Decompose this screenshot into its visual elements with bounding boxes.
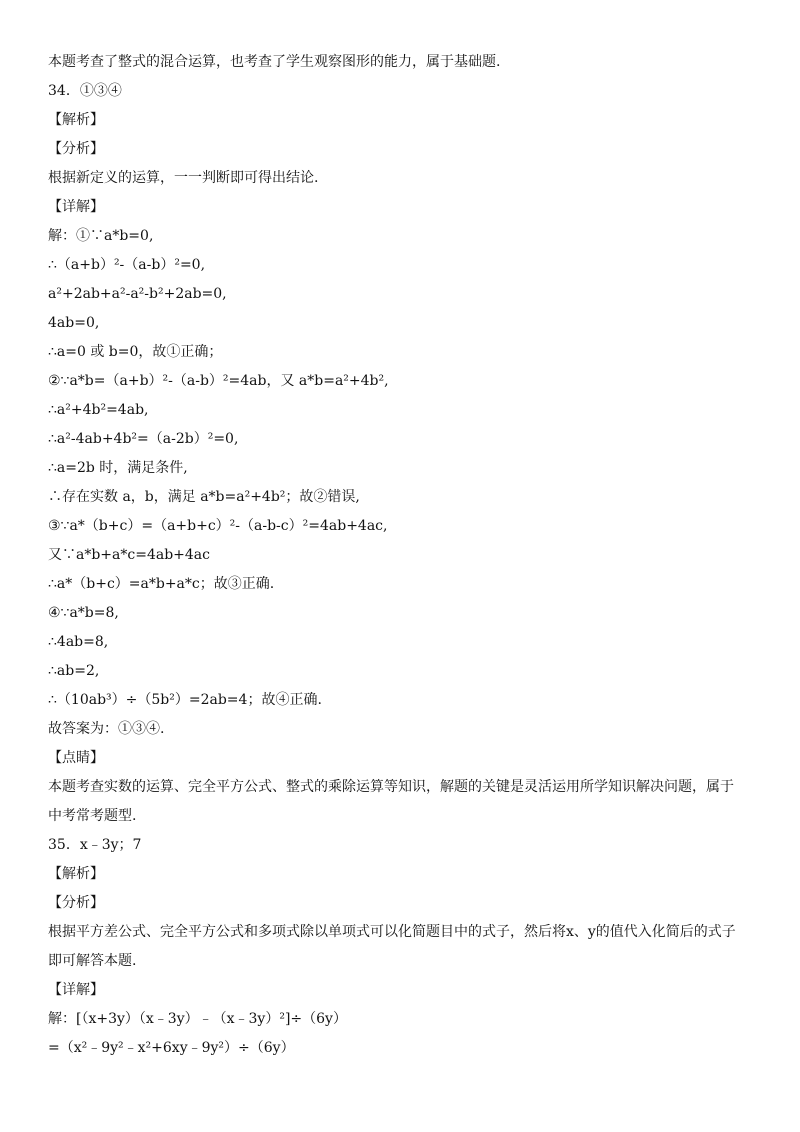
math-line: ∴（10ab³）÷（5b²）=2ab=4；故④正确.	[48, 692, 322, 708]
text-line: 本题考查实数的运算、完全平方公式、整式的乘除运算等知识，解题的关键是灵活运用所学知识解决问题，属于	[48, 779, 734, 795]
math-line: ∴ab=2,	[48, 663, 100, 679]
math-line: ∴a²+4b²=4ab,	[48, 402, 149, 418]
math-line: ∴a²-4ab+4b²=（a-2b）²=0,	[48, 431, 239, 447]
text-line: 中考常考题型.	[48, 808, 137, 824]
section-heading: 【解析】	[48, 866, 104, 882]
math-line: ∴a*（b+c）=a*b+a*c；故③正确.	[48, 576, 275, 592]
math-line: 又∵a*b+a*c=4ab+4ac	[48, 547, 210, 563]
math-line: ②∵a*b=（a+b）²-（a-b）²=4ab，又 a*b=a²+4b²,	[48, 373, 389, 389]
math-line: ∴（a+b）²-（a-b）²=0,	[48, 257, 206, 273]
math-line: a²+2ab+a²-a²-b²+2ab=0,	[48, 286, 227, 302]
math-line: ∴a=2b 时，满足条件,	[48, 460, 188, 476]
section-heading: 【分析】	[48, 895, 104, 911]
math-line: ③∵a*（b+c）=（a+b+c）²-（a-b-c）²=4ab+4ac,	[48, 518, 388, 534]
math-line: 解：[（x+3y）（x﹣3y）﹣（x﹣3y）²]÷（6y）	[48, 1011, 347, 1027]
text-line: 本题考查了整式的混合运算，也考查了学生观察图形的能力，属于基础题.	[48, 54, 501, 70]
math-line: ∴4ab=8,	[48, 634, 109, 650]
section-heading: 【点睛】	[48, 750, 104, 766]
math-line: ④∵a*b=8,	[48, 605, 119, 621]
math-line: ∴a=0 或 b=0，故①正确；	[48, 344, 223, 360]
text-line: 即可解答本题.	[48, 953, 137, 969]
math-line: =（x²﹣9y²﹣x²+6xy﹣9y²）÷（6y）	[48, 1040, 295, 1056]
text-line: 根据新定义的运算，一一判断即可得出结论.	[48, 170, 319, 186]
section-heading: 【详解】	[48, 199, 104, 215]
section-heading: 【分析】	[48, 141, 104, 157]
math-line: 4ab=0,	[48, 315, 100, 331]
section-heading: 【解析】	[48, 112, 104, 128]
answer-line: 故答案为：①③④.	[48, 721, 165, 737]
math-line: ∴存在实数 a，b，满足 a*b=a²+4b²；故②错误,	[48, 489, 360, 505]
question-number: 35．x﹣3y；7	[48, 837, 142, 853]
text-line: 根据平方差公式、完全平方公式和多项式除以单项式可以化简题目中的式子，然后将x、y的值代入化简后的式子	[48, 924, 736, 940]
math-line: 解：①∵a*b=0,	[48, 228, 154, 244]
section-heading: 【详解】	[48, 982, 104, 998]
question-number: 34．①③④	[48, 83, 122, 99]
